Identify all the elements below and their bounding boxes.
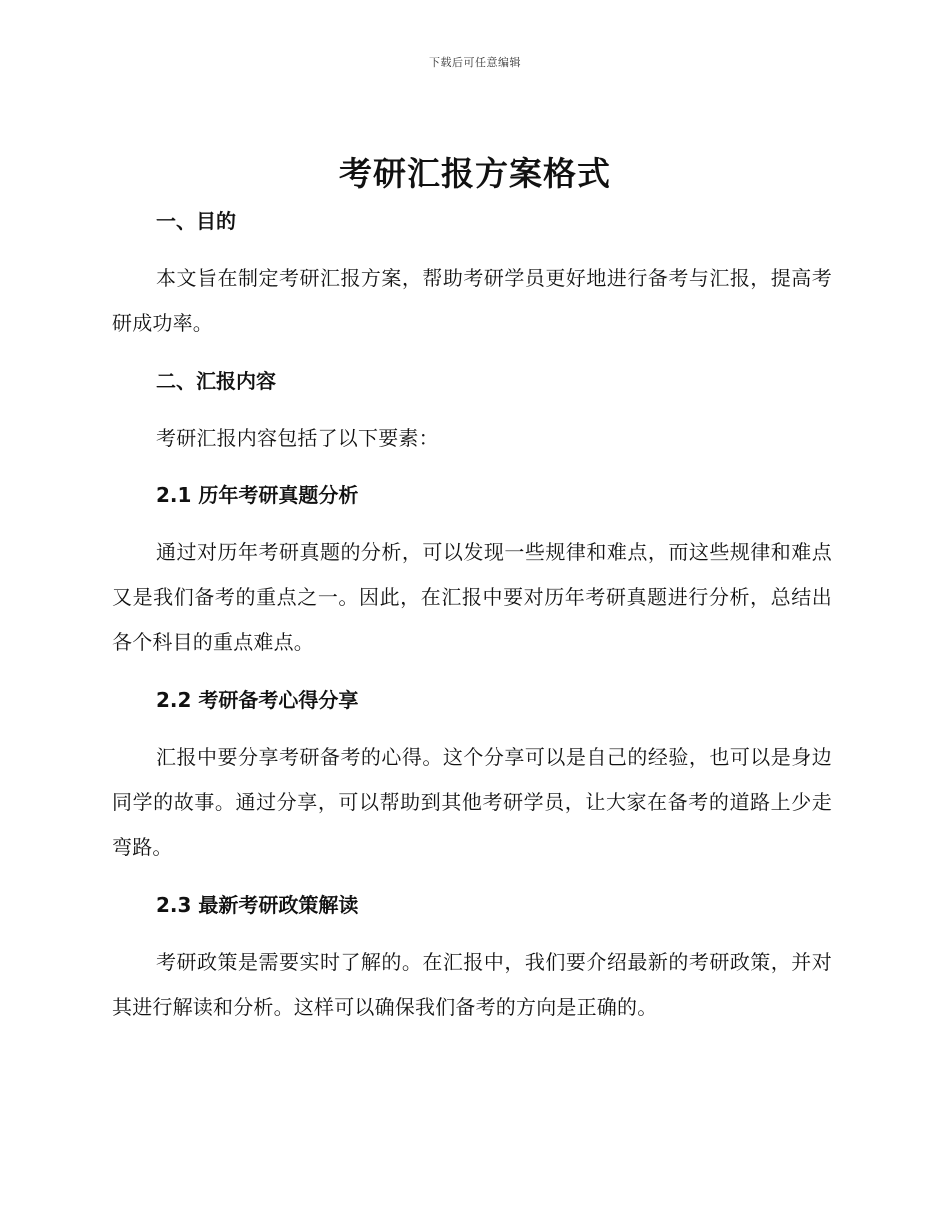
paragraph-2-3: 考研政策是需要实时了解的。在汇报中，我们要介绍最新的考研政策，并对其进行解读和分析。这样可以确保我们备考的方向是正确的。 [112, 950, 832, 1019]
subsection-heading-2-2: 2.2 考研备考心得分享 [156, 688, 359, 712]
paragraph-2-1: 通过对历年考研真题的分析，可以发现一些规律和难点，而这些规律和难点又是我们备考的重点之一。因此，在汇报中要对历年考研真题进行分析，总结出各个科目的重点难点。 [112, 540, 832, 654]
paragraph-purpose: 本文旨在制定考研汇报方案，帮助考研学员更好地进行备考与汇报，提高考研成功率。 [112, 266, 832, 335]
subsection-heading-2-3: 2.3 最新考研政策解读 [156, 893, 359, 917]
paragraph-2-2: 汇报中要分享考研备考的心得。这个分享可以是自己的经验，也可以是身边同学的故事。通过分享，可以帮助到其他考研学员，让大家在备考的道路上少走弯路。 [112, 745, 832, 859]
paragraph-content-intro: 考研汇报内容包括了以下要素： [156, 426, 439, 450]
subsection-heading-2-1: 2.1 历年考研真题分析 [156, 483, 359, 507]
header-note: 下载后可任意编辑 [429, 56, 521, 69]
section-heading-content: 二、汇报内容 [156, 369, 276, 393]
section-heading-purpose: 一、目的 [156, 209, 236, 233]
document-title: 考研汇报方案格式 [339, 154, 611, 193]
